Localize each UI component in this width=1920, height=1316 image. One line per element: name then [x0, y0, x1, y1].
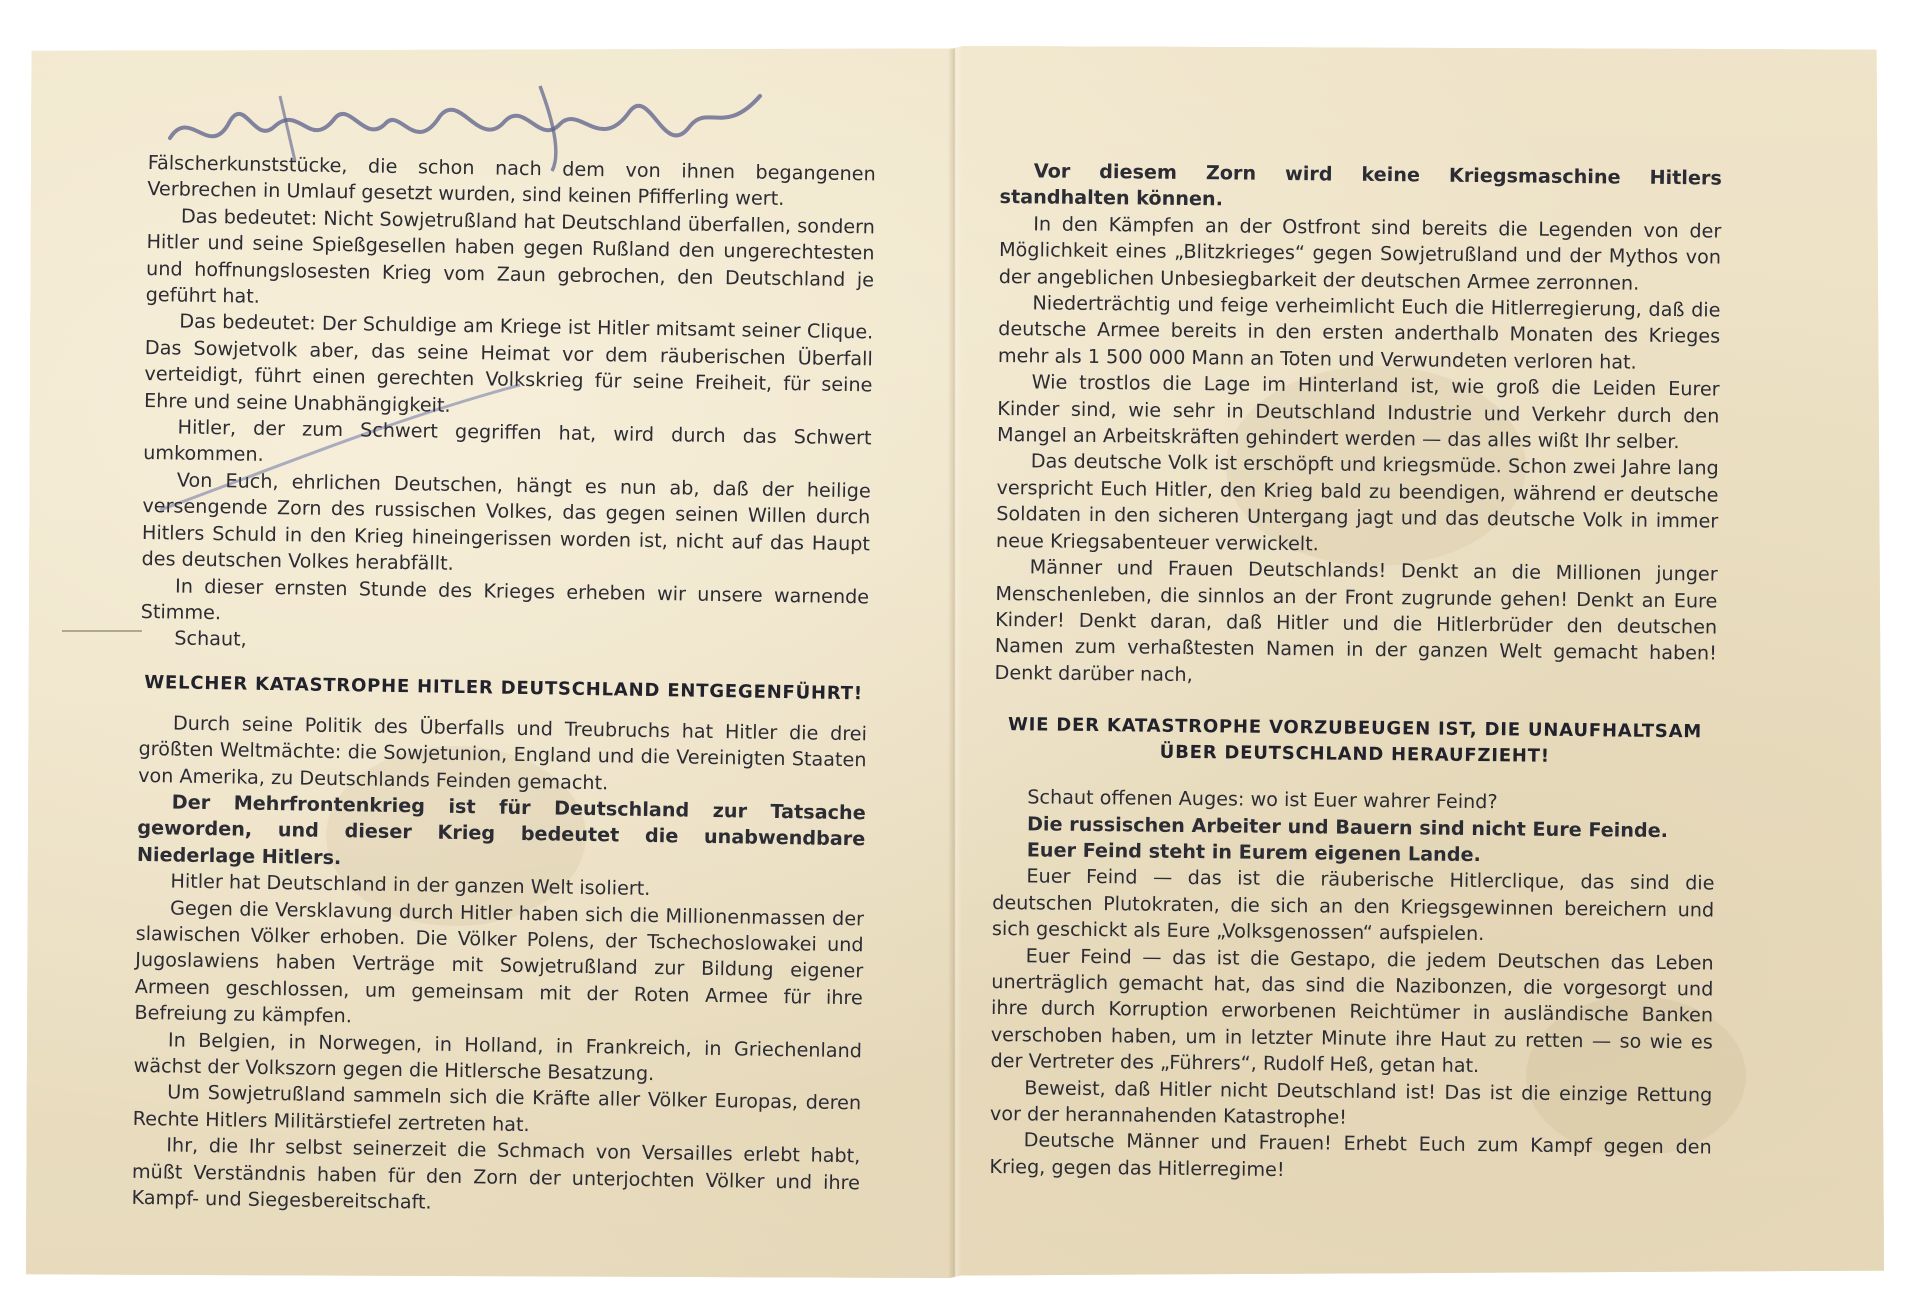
paragraph: Ihr, die Ihr selbst seinerzeit die Schmach von Versailles erlebt habt, müßt Verständnis haben für den Zorn der unterjochten Völker und ihre Kampf- und Siegesbereitschaft. — [131, 1133, 861, 1214]
paragraph: Gegen die Versklavung durch Hitler haben sich die Millionenmassen der slawischen Völker erhoben. Die Völker Polens, der Tschechoslowakei und Jugoslawiens haben Verträge mit Sowjetrußland zur Bildung eigener Armeen geschlossen, um gemeinsam mit der Roten Armee für ihre Befreiung zu kämpfen. — [134, 896, 865, 1028]
paragraph: Männer und Frauen Deutschlands! Denkt an die Millionen junger Menschenleben, die sinnlos an der Front zugrunde gehen! Denkt an Eure Kinder! Denkt daran, daß Hitler und die Hitlerbrüder den deutschen Namen zum verhaßtesten Namen in der ganzen Welt gemacht haben! Denkt darüber nach, — [994, 555, 1718, 686]
paragraph: Das bedeutet: Nicht Sowjetrußland hat Deutschland überfallen, sondern Hitler und seine Spießgesellen haben gegen Rußland den ungerechtesten und hoffnungslosesten Krieg vom Zaun gebrochen, den Deutschland je geführt hat. — [145, 204, 876, 308]
paragraph: Durch seine Politik des Überfalls und Treubruchs hat Hitler die drei größten Weltmächte: die Sowjetunion, England und die Vereinigten Staaten von Amerika, zu Deutschlands Feinden gemacht. — [138, 711, 868, 794]
paragraph: Hitler hat Deutschland in der ganzen Welt isoliert. — [170, 869, 651, 901]
paragraph: In Belgien, in Norwegen, in Holland, in Frankreich, in Griechenland wächst der Volkszorn gegen die Hitlersche Besatzung. — [133, 1028, 863, 1086]
paragraph: Um Sowjetrußland sammeln sich die Kräfte aller Völker Europas, deren Rechte Hitlers Militärstiefel zertreten hat. — [132, 1080, 862, 1136]
paragraph: Euer Feind steht in Eurem eigenen Lande. — [1026, 838, 1481, 867]
paragraph: In dieser ernsten Stunde des Krieges erheben wir unsere warnende Stimme. — [140, 573, 870, 625]
paragraph: Deutsche Männer und Frauen! Erhebt Euch zum Kampf gegen den Krieg, gegen das Hitlerregime! — [989, 1128, 1712, 1181]
paragraph: Schaut offenen Auges: wo ist Euer wahrer Feind? — [1027, 785, 1498, 814]
paragraph: Beweist, daß Hitler nicht Deutschland ist! Das ist die einzige Rettung vor der herannahenden Katastrophe! — [989, 1075, 1713, 1129]
paragraph: Das bedeutet: Der Schuldige am Kriege ist Hitler mitsamt seiner Clique. Das Sowjetvolk aber, das seine Heimat vor dem räuberischen Überfall verteidigt, führt einen gerechten Volkskrieg für seine Freiheit, für seine Ehre und seine Unabhängigkeit. — [143, 309, 874, 417]
paragraph: Schaut, — [174, 626, 247, 651]
right-page — [989, 158, 1722, 1188]
paragraph: Das deutsche Volk ist erschöpft und kriegsmüde. Schon zwei Jahre lang verspricht Euch Hitler, den Krieg bald zu beendigen, während er deutsche Soldaten in den sicheren Untergang jagt und das deutsche Volk in immer neue Kriegsabenteuer verwickelt. — [995, 449, 1719, 556]
paragraph: Vor diesem Zorn wird keine Kriegsmaschine Hitlers standhalten können. — [999, 159, 1722, 211]
paragraph: Fälscherkunststücke, die schon nach dem von ihnen begangenen Verbrechen in Umlauf gesetzt wurden, sind keinen Pfifferling wert. — [147, 150, 876, 211]
paragraph: Niederträchtig und feige verheimlicht Euch die Hitlerregierung, daß die deutsche Armee bereits in den ersten anderthalb Monaten des Krieges mehr als 1 500 000 Mann an Toten und Verwundeten verloren hat. — [997, 291, 1721, 374]
paragraph: Euer Feind — das ist die räuberische Hitlerclique, das sind die deutschen Plutokraten, die sich an den Kriegsgewinnen bereichern und sich geschickt als Eure „Volksgenossen“ aufspielen. — [991, 864, 1715, 946]
paragraph: In den Kämpfen an der Ostfront sind bereits die Legenden von der Möglichkeit eines „Blitzkrieges“ gegen Sowjetrußland und der Mythos von der angeblichen Unbesiegbarkeit der deutschen Armee zerronnen. — [998, 212, 1722, 295]
paragraph: Wie trostlos die Lage im Hinterland ist, wie groß die Leiden Eurer Kinder sind, wie sehr in Deutschland Industrie und Verkehr durch den Mangel an Arbeitskräften gehindert werden — das alles wißt Ihr selber. — [996, 370, 1720, 454]
paragraph: Der Mehrfrontenkrieg ist für Deutschland zur Tatsache geworden, und dieser Krieg bedeutet die unabwendbare Niederlage Hitlers. — [136, 790, 866, 869]
paragraph: Euer Feind — das ist die Gestapo, die jedem Deutschen das Leben unerträglich gemacht hat, das sind die Nazibonzen, die vorgesorgt und ihre durch Korruption erworbenen Reichtümer in ausländische Banken verschoben haben, um in letzter Minute ihre Haut zu retten — so wie es der Vertreter des „Führers“, Rudolf Heß, getan hat. — [990, 943, 1714, 1078]
paper-tear — [62, 627, 142, 635]
paragraph: Die russischen Arbeiter und Bauern sind nicht Eure Feinde. — [1026, 811, 1669, 842]
center-fold — [948, 46, 962, 1278]
section-heading: WIE DER KATASTROPHE VORZUBEUGEN IST, DIE UNAUFHALTSAM ÜBER DEUTSCHLAND HERAUFZIEHT! — [1007, 714, 1703, 767]
paragraph: Von Euch, ehrlichen Deutschen, hängt es nun ab, daß der heilige versengende Zorn des russischen Volkes, das gegen seinen Willen durch Hitlers Schuld in den Krieg hineingerissen worden ist, nicht auf das Haupt des deutschen Volkes herabfällt. — [141, 468, 871, 575]
section-heading: WELCHER KATASTROPHE HITLER DEUTSCHLAND ENTGEGENFÜHRT! — [144, 671, 863, 705]
left-page — [131, 150, 876, 1223]
paragraph: Hitler, der zum Schwert gegriffen hat, wird durch das Schwert umkommen. — [143, 415, 872, 467]
